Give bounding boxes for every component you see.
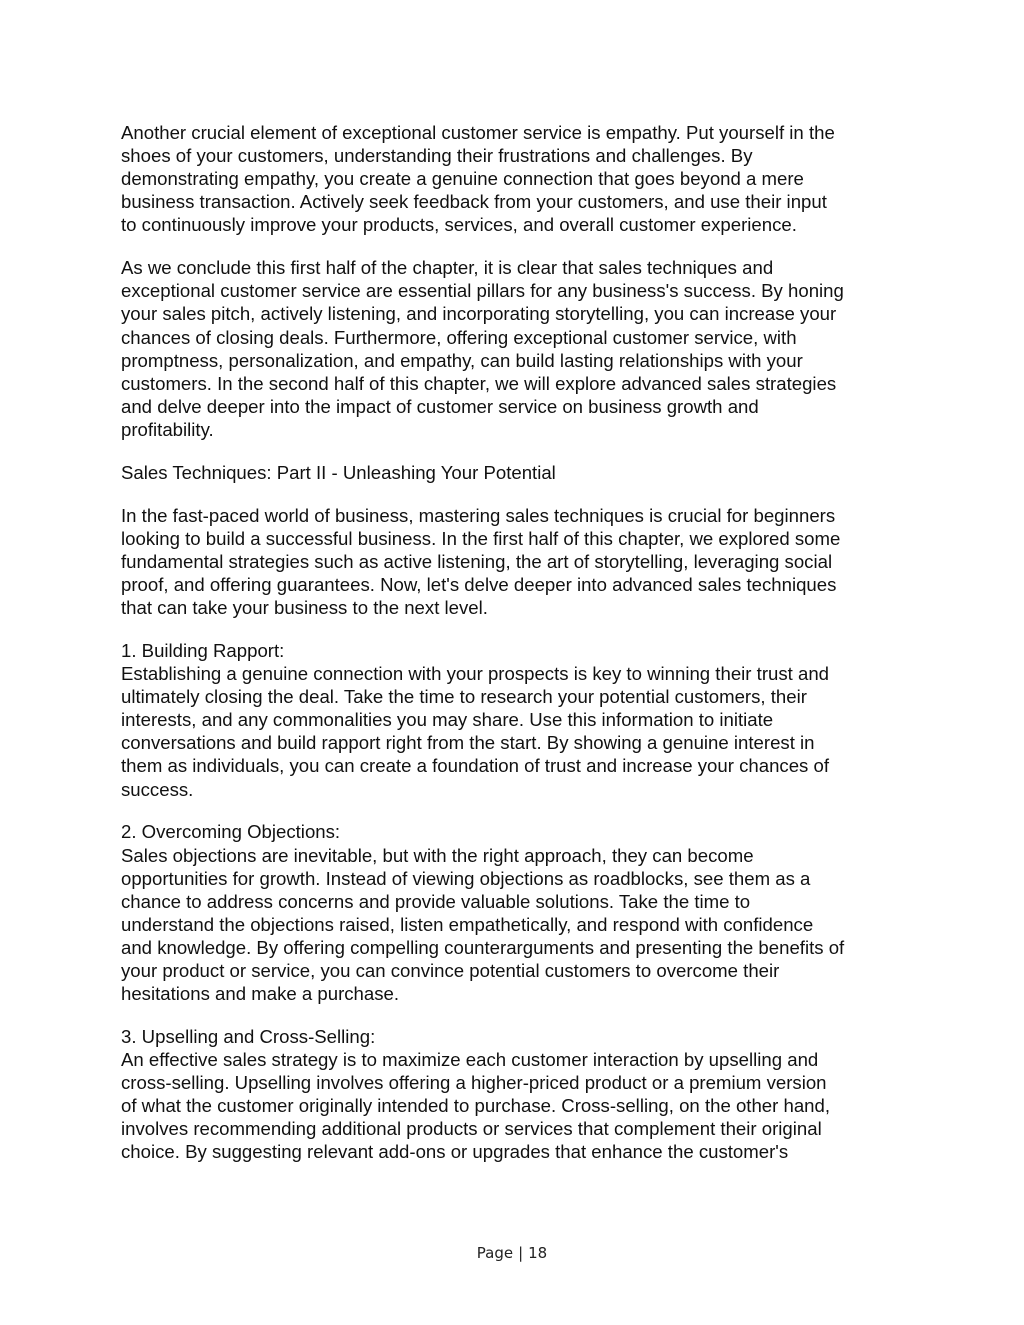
text-line: success. <box>121 778 194 800</box>
subheading-text: 2. Overcoming Objections: <box>121 821 341 843</box>
text-line: opportunities for growth. Instead of viewing objections as roadblocks, see them as a <box>121 867 811 889</box>
heading-text: Sales Techniques: Part II - Unleashing Your Potential <box>121 461 556 483</box>
text-line: cross-selling. Upselling involves offering a higher-priced product or a premium version <box>121 1072 827 1094</box>
text-line: shoes of your customers, understanding their frustrations and challenges. By <box>121 145 753 167</box>
text-line: fundamental strategies such as active listening, the art of storytelling, leveraging social <box>121 550 833 572</box>
text-line: them as individuals, you can create a foundation of trust and increase your chances of <box>121 755 830 777</box>
text-line: and delve deeper into the impact of customer service on business growth and <box>121 395 759 417</box>
text-line: conversations and build rapport right from the start. By showing a genuine interest in <box>121 732 815 754</box>
page-footer <box>0 1244 1024 1262</box>
text-line: hesitations and make a purchase. <box>121 983 400 1005</box>
text-line: An effective sales strategy is to maximize each customer interaction by upselling and <box>121 1049 819 1071</box>
text-line: looking to build a successful business. In the first half of this chapter, we explored some <box>121 527 841 549</box>
paragraph-conclusion <box>121 256 921 441</box>
text-line: and knowledge. By offering compelling counterarguments and presenting the benefits of <box>121 936 845 958</box>
text-line: promptness, personalization, and empathy, can build lasting relationships with your <box>121 349 803 371</box>
text-line: involves recommending additional products or services that complement their original <box>121 1118 822 1140</box>
text-line: understand the objections raised, listen empathetically, and respond with confidence <box>121 913 814 935</box>
text-line: profitability. <box>121 418 214 440</box>
text-line: Another crucial element of exceptional customer service is empathy. Put yourself in the <box>121 122 835 143</box>
text-line: customers. In the second half of this chapter, we will explore advanced sales strategies <box>121 372 837 394</box>
text-line: your product or service, you can convince potential customers to overcome their <box>121 959 780 981</box>
text-line: In the fast-paced world of business, mastering sales techniques is crucial for beginners <box>121 504 836 526</box>
text-line: to continuously improve your products, services, and overall customer experience. <box>121 214 797 236</box>
paragraph-intro <box>121 504 921 619</box>
paragraph-empathy <box>121 121 921 236</box>
text-line: proof, and offering guarantees. Now, let's delve deeper into advanced sales techniques <box>121 573 837 595</box>
text-line: ultimately closing the deal. Take the time to research your potential customers, their <box>121 686 807 708</box>
paragraph-overcoming-objections <box>121 820 921 1005</box>
section-heading <box>121 461 921 484</box>
page-separator: | <box>518 1244 524 1262</box>
page-label: Page <box>476 1244 514 1262</box>
paragraph-upselling <box>121 1025 921 1164</box>
text-line: choice. By suggesting relevant add-ons or upgrades that enhance the customer's <box>121 1141 789 1163</box>
text-line: that can take your business to the next level. <box>121 597 488 619</box>
text-line: demonstrating empathy, you create a genuine connection that goes beyond a mere <box>121 168 804 190</box>
text-line: your sales pitch, actively listening, and incorporating storytelling, you can increase your <box>121 303 837 325</box>
page-number: 18 <box>528 1244 548 1262</box>
text-line: Establishing a genuine connection with your prospects is key to winning their trust and <box>121 663 829 685</box>
text-line: of what the customer originally intended to purchase. Cross-selling, on the other hand, <box>121 1095 831 1117</box>
text-line: exceptional customer service are essential pillars for any business's success. By honing <box>121 280 844 302</box>
page-body <box>121 121 921 1183</box>
text-line: interests, and any commonalities you may share. Use this information to initiate <box>121 709 774 731</box>
subheading-text: 1. Building Rapport: <box>121 639 285 661</box>
text-line: Sales objections are inevitable, but with the right approach, they can become <box>121 844 754 866</box>
text-line: chance to address concerns and provide valuable solutions. Take the time to <box>121 890 751 912</box>
paragraph-building-rapport <box>121 639 921 801</box>
text-line: chances of closing deals. Furthermore, offering exceptional customer service, with <box>121 326 797 348</box>
text-line: As we conclude this first half of the chapter, it is clear that sales techniques and <box>121 257 774 279</box>
text-line: business transaction. Actively seek feedback from your customers, and use their input <box>121 191 827 213</box>
subheading-text: 3. Upselling and Cross-Selling: <box>121 1025 376 1047</box>
